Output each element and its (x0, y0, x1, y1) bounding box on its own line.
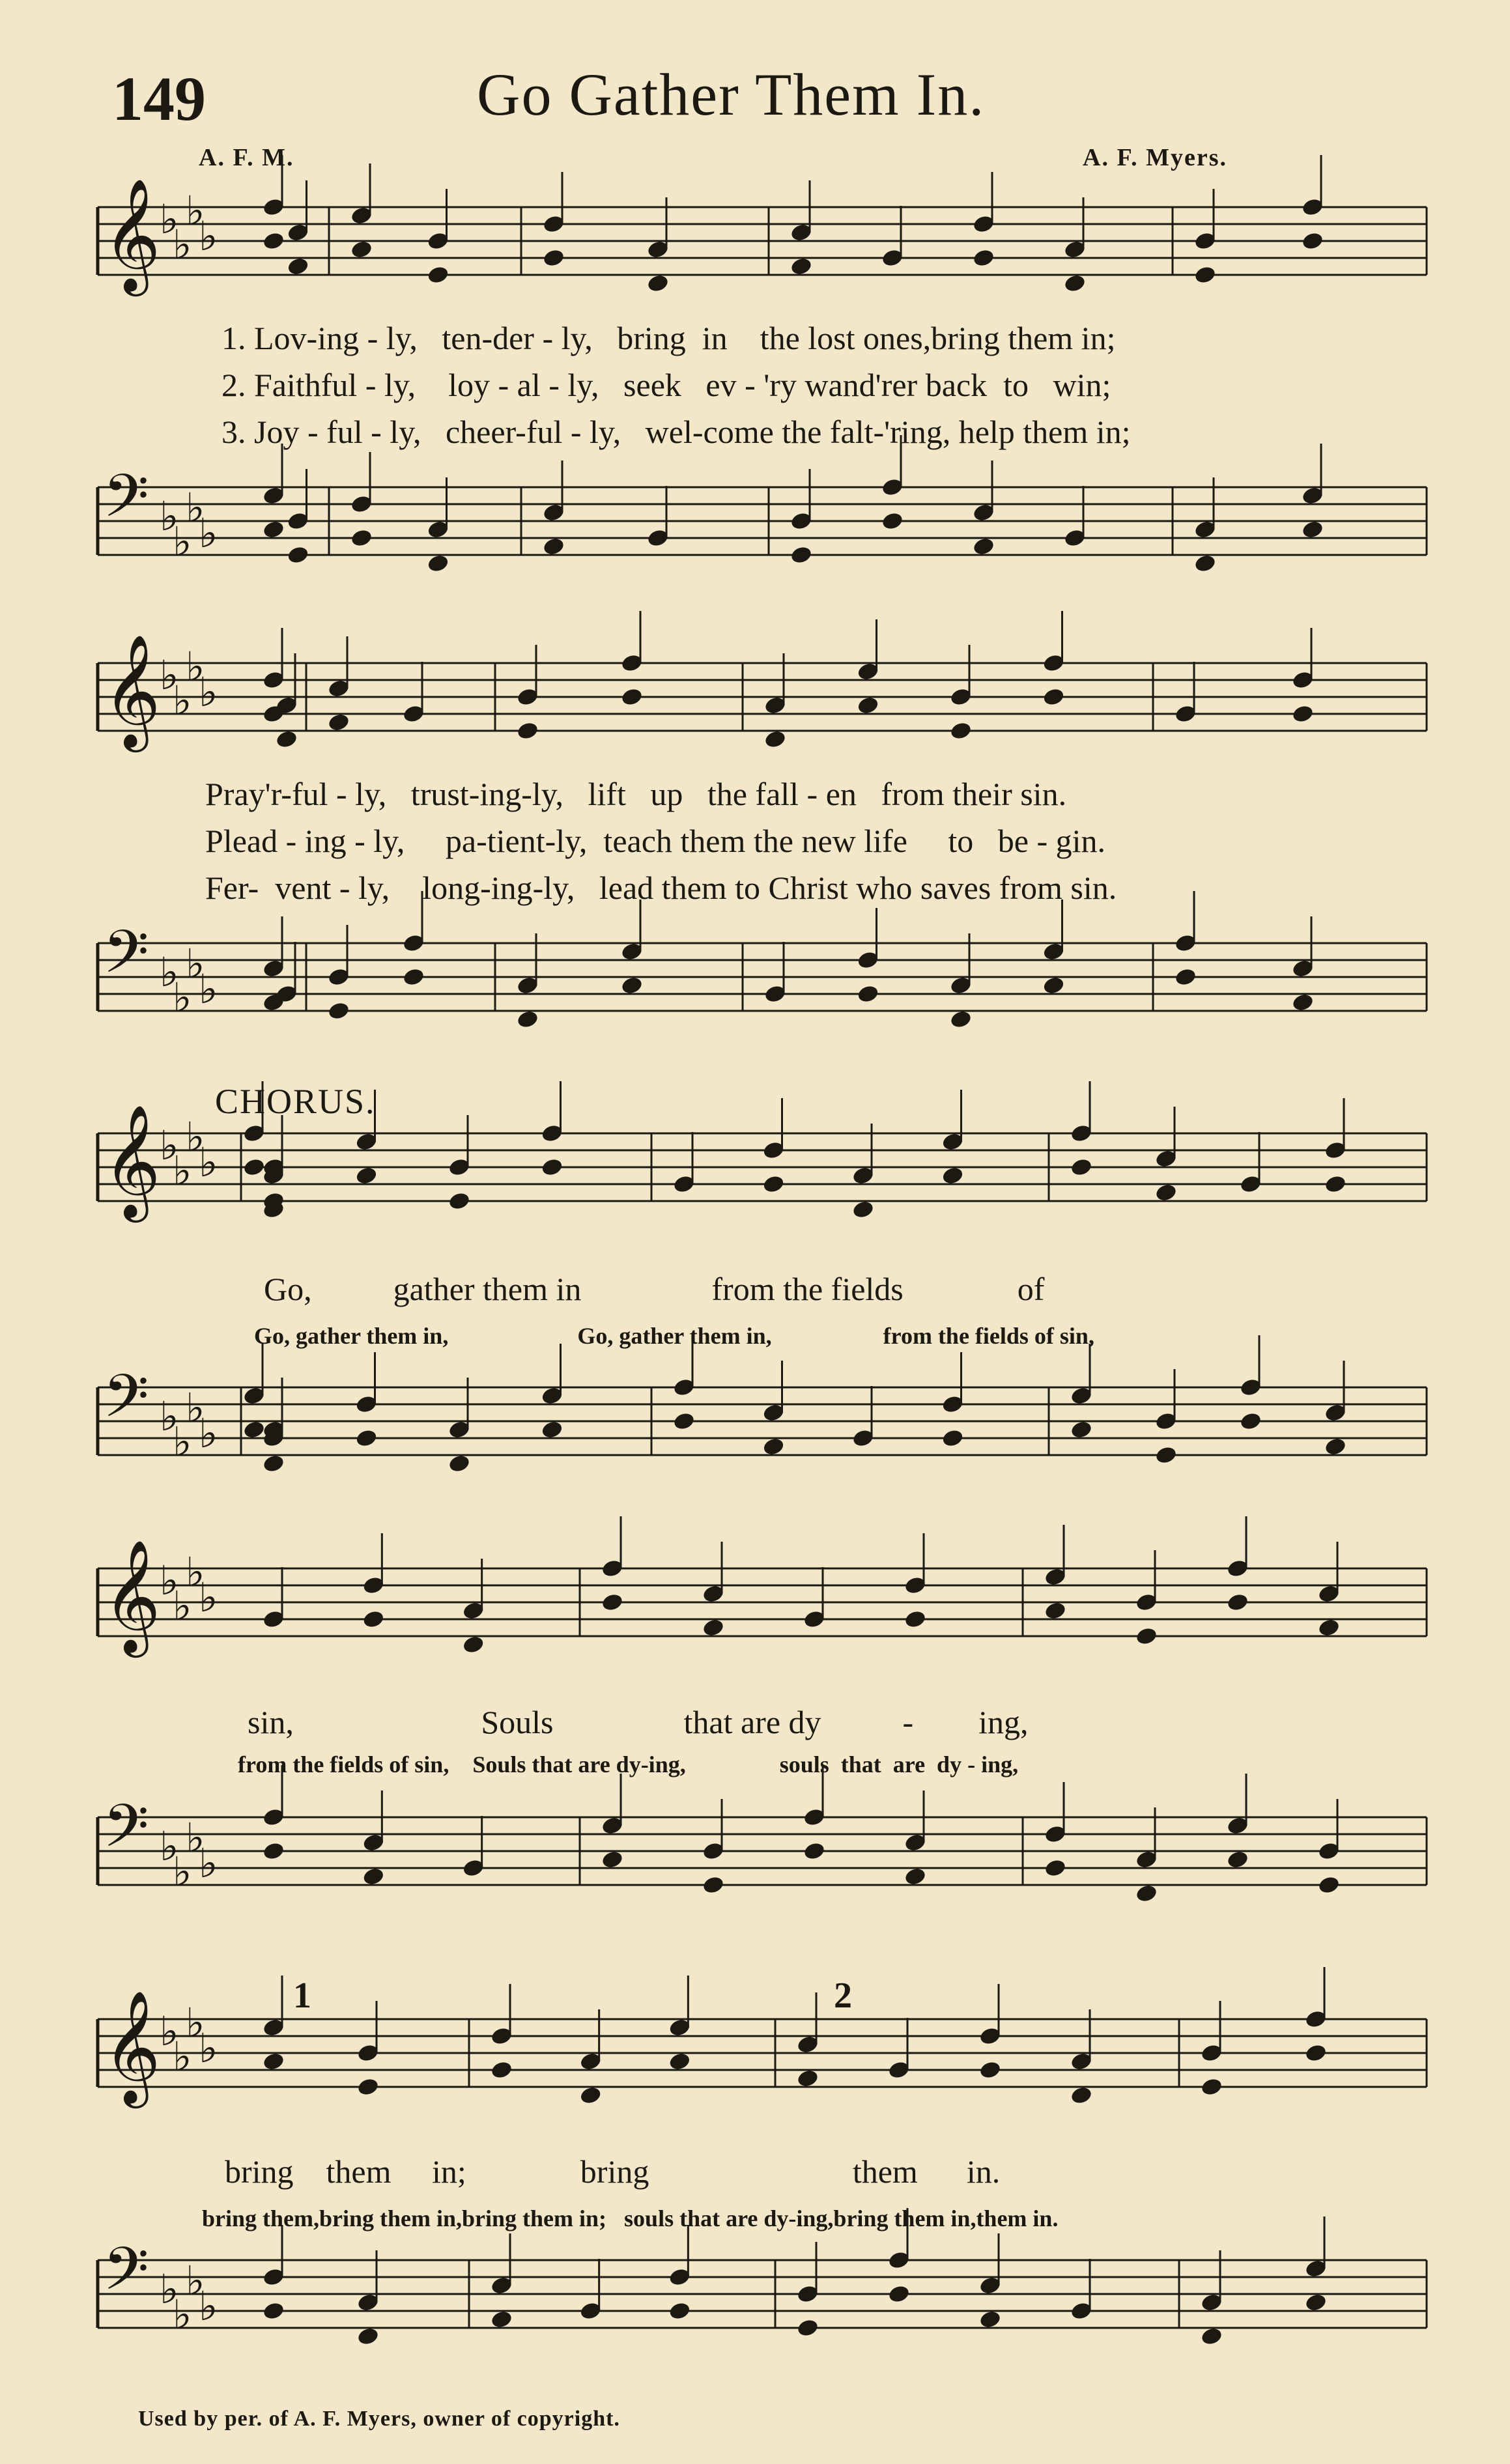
flat-icon: ♭ (160, 1557, 179, 1604)
verse-3-line-2: Fer- vent - ly, long-ing-ly, lead them to Christ who saves from sin. (205, 870, 1117, 906)
bass-clef-icon: 𝄢 (103, 1361, 149, 1445)
flat-icon: ♭ (186, 1548, 205, 1596)
note-head (541, 1420, 564, 1440)
note-head (668, 2301, 691, 2321)
note-head (790, 545, 813, 565)
flat-icon: ♭ (186, 484, 205, 531)
note-head (1044, 1858, 1067, 1878)
flat-icon: ♭ (160, 1122, 179, 1169)
note-head (1301, 520, 1324, 540)
flat-icon: ♭ (199, 668, 218, 716)
flat-icon: ♭ (199, 1574, 218, 1621)
flat-icon: ♭ (186, 1384, 205, 1432)
verse-2-line-1: 2. Faithful - ly, loy - al - ly, seek ev - 'ry wand'rer back to win; (221, 367, 1111, 403)
bass-clef-icon: 𝄢 (103, 461, 149, 545)
note-head (262, 520, 285, 540)
note-head (516, 1010, 539, 1030)
copyright-note: Used by per. of A. F. Myers, owner of copyright. (138, 2407, 620, 2431)
lyricist-credit: A. F. M. (199, 144, 294, 171)
note-head (857, 984, 880, 1004)
flat-icon: ♭ (199, 1409, 218, 1457)
second-ending-number: 2 (834, 1975, 852, 2016)
note-head (972, 537, 995, 557)
bass-clef-icon: 𝄢 (103, 2234, 149, 2318)
note-head (327, 1001, 350, 1021)
note-head (1317, 1875, 1341, 1895)
chorus-alto-lyric-1: Go, gather them in, Go, gather them in, from the fields of sin, (254, 1323, 1094, 1349)
flat-icon: ♭ (160, 1822, 179, 1870)
flat-icon: ♭ (186, 187, 205, 234)
note-head (887, 2284, 911, 2304)
note-head (1200, 2327, 1223, 2347)
verse-1-line-1: 1. Lov-ing - ly, ten-der - ly, bring in the lost ones,bring them in; (221, 320, 1116, 356)
note-head (542, 537, 565, 557)
flat-icon: ♭ (173, 2291, 192, 2338)
flat-icon: ♭ (173, 677, 192, 724)
flat-icon: ♭ (160, 651, 179, 699)
note-head (427, 554, 450, 574)
flat-icon: ♭ (160, 195, 179, 243)
chorus-label: CHORUS. (215, 1082, 376, 1121)
note-head (1304, 2293, 1328, 2313)
note-head (490, 2310, 513, 2330)
note-head (1174, 967, 1197, 987)
note-head (904, 1867, 927, 1887)
flat-icon: ♭ (160, 1393, 179, 1440)
flat-icon: ♭ (173, 2033, 192, 2080)
chorus-system-1 (98, 1081, 1433, 1505)
note-head (402, 967, 425, 987)
flat-icon: ♭ (199, 2282, 218, 2330)
note-head (1291, 993, 1315, 1013)
note-head (262, 1841, 285, 1862)
note-head (620, 976, 644, 996)
note-head (1154, 1445, 1178, 1466)
note-head (762, 1437, 786, 1457)
note-head (448, 1454, 471, 1474)
verse-3-line-1: 3. Joy - ful - ly, cheer-ful - ly, wel-come the falt-'ring, help them in; (221, 414, 1131, 450)
note-head (1193, 554, 1217, 574)
note-head (262, 1454, 285, 1474)
chorus-alto-lyric-3: bring them,bring them in,bring them in; souls that are dy-ing,bring them in,them in. (202, 2205, 1059, 2231)
treble-clef-icon: 𝄞 (103, 178, 161, 292)
flat-icon: ♭ (186, 1999, 205, 2046)
flat-icon: ♭ (173, 974, 192, 1021)
note-head (949, 1010, 973, 1030)
chorus-lyric-1: Go, gather them in from the fields of (264, 1271, 1045, 1307)
note-head (350, 528, 373, 548)
flat-icon: ♭ (173, 221, 192, 268)
note-head (702, 1875, 725, 1895)
note-head (1226, 1850, 1249, 1870)
note-head (601, 1850, 624, 1870)
note-head (362, 1867, 385, 1887)
flat-icon: ♭ (186, 2257, 205, 2304)
flat-icon: ♭ (199, 509, 218, 557)
flat-icon: ♭ (199, 1139, 218, 1186)
chorus-lyric-3: bring them in; bring them in. (225, 2153, 1001, 2190)
treble-clef-icon: 𝄞 (103, 1104, 161, 1218)
note-head (672, 1411, 696, 1432)
flat-icon: ♭ (173, 1147, 192, 1195)
bass-clef-icon: 𝄢 (103, 917, 149, 1001)
flat-icon: ♭ (199, 965, 218, 1013)
flat-icon: ♭ (186, 643, 205, 690)
note-head (287, 545, 310, 565)
first-ending-number: 1 (293, 1975, 311, 2016)
treble-clef-icon: 𝄞 (103, 1990, 161, 2104)
bass-clef-icon: 𝄢 (103, 1791, 149, 1875)
flat-icon: ♭ (186, 1113, 205, 1161)
chorus-alto-lyric-2: from the fields of sin, Souls that are dy-ing, souls that are dy - ing, (238, 1751, 1019, 1777)
note-head (941, 1428, 965, 1449)
flat-icon: ♭ (173, 1582, 192, 1630)
flat-icon: ♭ (160, 492, 179, 540)
music-system-1 (98, 178, 1433, 612)
bass-staff (98, 1081, 1433, 1533)
chorus-system-3 (98, 1975, 1433, 2397)
note-head (978, 2310, 1002, 2330)
note-head (1042, 976, 1066, 996)
flat-icon: ♭ (199, 2024, 218, 2072)
bass-staff (98, 1980, 1433, 2406)
note-head (803, 1841, 826, 1862)
note-head (356, 2327, 380, 2347)
flat-icon: ♭ (186, 1814, 205, 1862)
flat-icon: ♭ (173, 518, 192, 565)
note-head (796, 2318, 819, 2338)
flat-icon: ♭ (173, 1848, 192, 1895)
note-head (355, 1428, 378, 1449)
flat-icon: ♭ (186, 940, 205, 987)
verse-2-line-2: Plead - ing - ly, pa-tient-ly, teach them the new life to be - gin. (205, 823, 1106, 859)
verse-1-line-2: Pray'r-ful - ly, trust-ing-ly, lift up the fall - en from their sin. (205, 776, 1067, 812)
note-head (1324, 1437, 1347, 1457)
hymn-title: Go Gather Them In. (477, 61, 986, 128)
hymn-number: 149 (112, 64, 206, 134)
note-head (262, 2301, 285, 2321)
note-head (1070, 1420, 1093, 1440)
flat-icon: ♭ (160, 948, 179, 996)
treble-clef-icon: 𝄞 (103, 1539, 161, 1653)
composer-credit: A. F. Myers. (1083, 144, 1228, 171)
music-system-2 (98, 634, 1433, 1068)
treble-clef-icon: 𝄞 (103, 634, 161, 748)
chorus-lyric-2: sin, Souls that are dy - ing, (248, 1704, 1029, 1740)
flat-icon: ♭ (199, 212, 218, 260)
flat-icon: ♭ (199, 1839, 218, 1887)
note-head (242, 1420, 266, 1440)
note-head (881, 511, 904, 531)
chorus-system-2 (98, 1539, 1433, 1980)
flat-icon: ♭ (160, 2007, 179, 2055)
note-head (1135, 1884, 1158, 1904)
flat-icon: ♭ (173, 1418, 192, 1466)
bass-staff (98, 1557, 1433, 1963)
flat-icon: ♭ (160, 2265, 179, 2313)
note-head (1239, 1411, 1262, 1432)
